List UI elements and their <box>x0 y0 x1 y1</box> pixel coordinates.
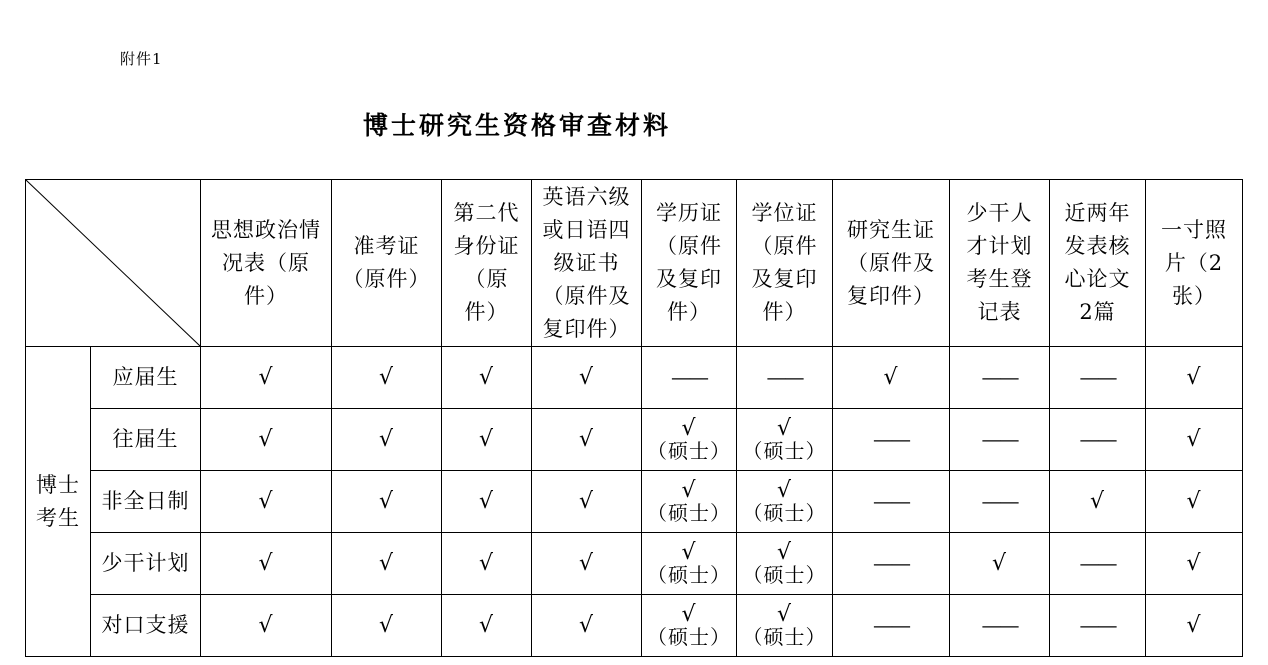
header-label: 近两年 发表核 心论文 2篇 <box>1064 201 1131 324</box>
not-required-mark: —— <box>1079 613 1116 637</box>
check-mark: √ <box>681 415 697 441</box>
status-cell <box>442 409 532 471</box>
status-cell <box>642 409 737 471</box>
status-cell <box>332 347 442 409</box>
table-row <box>26 595 1243 657</box>
not-required-mark: —— <box>873 613 909 637</box>
row-label: 往届生 <box>91 409 201 471</box>
status-cell <box>1146 471 1243 533</box>
check-mark: √ <box>378 613 395 638</box>
status-cell <box>833 533 950 595</box>
check-mark: √ <box>258 365 274 390</box>
status-cell <box>1050 347 1146 409</box>
status-cell <box>1146 595 1243 657</box>
status-stack <box>642 539 736 587</box>
check-mark: √ <box>478 551 495 576</box>
status-stack <box>642 601 736 649</box>
check-mark: √ <box>1186 365 1202 390</box>
not-required-mark: —— <box>1079 427 1116 451</box>
check-mark: √ <box>478 427 495 452</box>
header-label: 研究生证 （原件及 复印件） <box>847 217 935 308</box>
status-cell <box>1050 471 1146 533</box>
header-label: 一寸照 片（2 张） <box>1161 217 1227 308</box>
header-cell <box>833 180 950 347</box>
not-required-mark: —— <box>873 551 909 575</box>
status-stack <box>642 415 736 463</box>
not-required-mark: —— <box>873 489 909 513</box>
check-mark: √ <box>883 365 899 390</box>
check-mark: √ <box>258 427 274 452</box>
header-cell <box>737 180 833 347</box>
check-mark: √ <box>1186 551 1202 576</box>
status-cell <box>201 409 332 471</box>
status-cell <box>532 533 642 595</box>
status-cell <box>737 533 833 595</box>
status-cell <box>833 595 950 657</box>
status-cell <box>532 347 642 409</box>
status-stack <box>737 477 832 525</box>
check-mark: √ <box>776 415 793 441</box>
status-cell <box>737 595 833 657</box>
check-mark: √ <box>258 489 274 514</box>
status-cell <box>332 409 442 471</box>
check-mark: √ <box>378 427 395 452</box>
status-cell <box>442 471 532 533</box>
check-mark: √ <box>578 489 595 514</box>
check-mark: √ <box>776 601 793 627</box>
status-cell <box>833 347 950 409</box>
row-label: 少干计划 <box>91 533 201 595</box>
header-label: 英语六级 或日语四 级证书 （原件及 复印件） <box>542 184 631 341</box>
table-row <box>26 347 1243 409</box>
header-cell <box>532 180 642 347</box>
status-cell <box>950 471 1050 533</box>
not-required-mark: —— <box>1079 551 1116 575</box>
status-cell <box>642 347 737 409</box>
header-cell <box>201 180 332 347</box>
master-note: （硕士） <box>742 438 827 463</box>
not-required-mark: —— <box>873 427 909 451</box>
status-cell <box>201 471 332 533</box>
check-mark: √ <box>578 551 595 576</box>
master-note: （硕士） <box>647 624 731 649</box>
header-cell <box>442 180 532 347</box>
status-stack <box>642 477 736 525</box>
status-cell <box>642 533 737 595</box>
master-note: （硕士） <box>742 562 827 587</box>
header-cell <box>332 180 442 347</box>
header-cell <box>642 180 737 347</box>
status-stack <box>737 601 832 649</box>
check-mark: √ <box>478 489 495 514</box>
status-cell <box>1146 409 1243 471</box>
check-mark: √ <box>1089 489 1106 514</box>
header-row <box>26 180 1243 347</box>
check-mark: √ <box>681 477 697 503</box>
status-cell <box>1146 533 1243 595</box>
status-stack <box>737 415 832 463</box>
document-title: 博士研究生资格审查材料 <box>363 111 672 140</box>
check-mark: √ <box>1186 489 1202 514</box>
status-cell <box>332 471 442 533</box>
group-label-cell: 博士 考生 <box>26 347 91 657</box>
check-mark: √ <box>1186 613 1202 638</box>
not-required-mark: —— <box>981 613 1018 637</box>
check-mark: √ <box>776 539 793 565</box>
materials-table <box>25 179 1243 657</box>
status-cell <box>950 533 1050 595</box>
status-cell <box>1050 409 1146 471</box>
check-mark: √ <box>578 613 595 638</box>
status-cell <box>737 471 833 533</box>
row-label: 应届生 <box>91 347 201 409</box>
check-mark: √ <box>681 539 697 565</box>
header-label: 第二代 身份证 （原 件） <box>453 201 520 324</box>
master-note: （硕士） <box>742 624 827 649</box>
check-mark: √ <box>258 613 274 638</box>
check-mark: √ <box>258 551 274 576</box>
header-label: 思想政治情 况表（原 件） <box>211 217 321 308</box>
status-cell <box>332 595 442 657</box>
not-required-mark: —— <box>981 489 1018 513</box>
status-cell <box>642 471 737 533</box>
master-note: （硕士） <box>742 500 827 525</box>
check-mark: √ <box>991 551 1008 576</box>
diagonal-line <box>26 180 200 346</box>
status-cell <box>833 409 950 471</box>
check-mark: √ <box>776 477 793 503</box>
status-cell <box>201 533 332 595</box>
diagonal-header-cell <box>26 180 201 347</box>
status-cell <box>737 409 833 471</box>
check-mark: √ <box>378 489 395 514</box>
check-mark: √ <box>478 613 495 638</box>
status-cell <box>442 533 532 595</box>
status-cell <box>950 409 1050 471</box>
status-cell <box>1050 595 1146 657</box>
table-row <box>26 409 1243 471</box>
check-mark: √ <box>681 601 697 627</box>
status-cell <box>201 347 332 409</box>
status-cell <box>737 347 833 409</box>
status-cell <box>532 409 642 471</box>
check-mark: √ <box>578 427 595 452</box>
header-label: 准考证 （原件） <box>342 234 431 291</box>
status-cell <box>1146 347 1243 409</box>
table-row <box>26 471 1243 533</box>
header-cell <box>950 180 1050 347</box>
not-required-mark: —— <box>1079 365 1116 389</box>
status-stack <box>737 539 832 587</box>
attachment-label: 附件1 <box>120 50 163 68</box>
status-cell <box>1050 533 1146 595</box>
check-mark: √ <box>578 365 595 390</box>
status-cell <box>532 471 642 533</box>
status-cell <box>833 471 950 533</box>
status-cell <box>201 595 332 657</box>
status-cell <box>532 595 642 657</box>
status-cell <box>950 595 1050 657</box>
not-required-mark: —— <box>671 365 707 389</box>
status-cell <box>332 533 442 595</box>
check-mark: √ <box>378 365 395 390</box>
not-required-mark: —— <box>981 427 1018 451</box>
master-note: （硕士） <box>647 562 731 587</box>
table-row <box>26 533 1243 595</box>
header-cell <box>1050 180 1146 347</box>
check-mark: √ <box>1186 427 1202 452</box>
header-label: 少干人 才计划 考生登 记表 <box>966 201 1033 324</box>
header-label: 学位证 （原件 及复印 件） <box>751 201 818 324</box>
header-cell <box>1146 180 1243 347</box>
row-label: 非全日制 <box>91 471 201 533</box>
master-note: （硕士） <box>647 500 731 525</box>
status-cell <box>442 347 532 409</box>
status-cell <box>642 595 737 657</box>
not-required-mark: —— <box>981 365 1018 389</box>
row-label: 对口支援 <box>91 595 201 657</box>
not-required-mark: —— <box>766 365 803 389</box>
master-note: （硕士） <box>647 438 731 463</box>
check-mark: √ <box>478 365 495 390</box>
header-label: 学历证 （原件 及复印 件） <box>656 201 722 324</box>
check-mark: √ <box>378 551 395 576</box>
status-cell <box>442 595 532 657</box>
status-cell <box>950 347 1050 409</box>
